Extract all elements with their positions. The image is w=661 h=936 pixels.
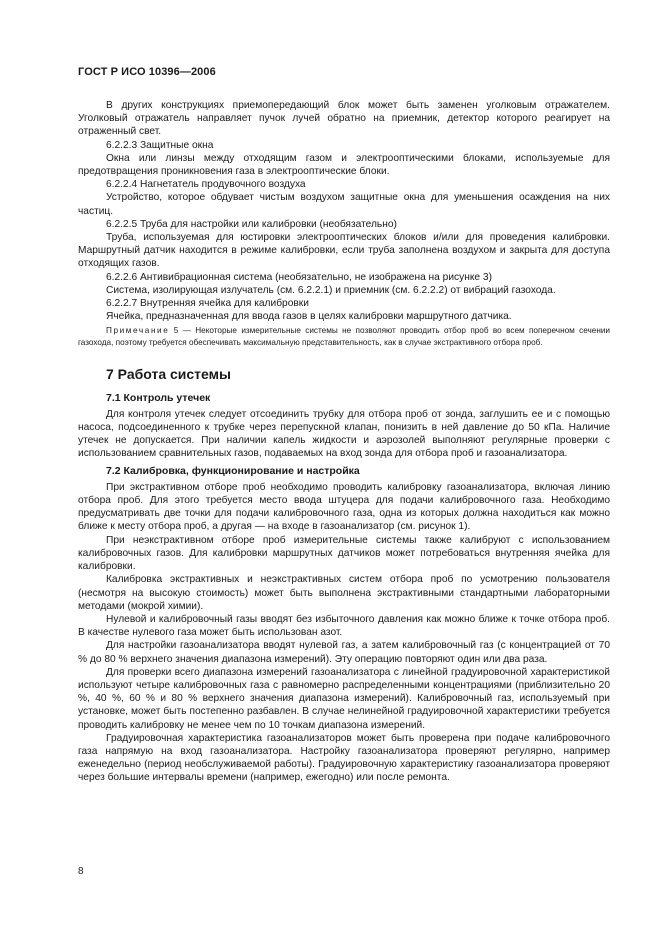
paragraph: Для контроля утечек следует отсоединить трубку для отбора проб от зонда, заглушить ее и с помощью насоса, подсоединенного к трубке через перепускной клапан, понизить в ней давление до 50 кПа. Наличие утечек не допускается. При наличии капель жидкости и аэрозолей выполняют регулярные проверки с использованием сравнительных газов, подаваемых на вход зонда для отбора проб и газоанализатора.	[78, 408, 610, 460]
paragraph: Труба, используемая для юстировки электрооптических блоков и/или для проведения калибровки. Маршрутный датчик находится в режиме калибровки, если труба заполнена воздухом и закрыта для доступа отходящих газов.	[78, 232, 610, 270]
subsection-heading: 7.2 Калибровка, функционирование и настройка	[106, 464, 360, 477]
clause-heading: 6.2.2.5 Труба для настройки или калибровки (необязательно)	[106, 218, 397, 230]
paragraph: Окна или линзы между отходящим газом и электрооптическими блоками, используемые для предотвращения проникновения газа в электрооптические блоки.	[78, 152, 610, 178]
clause-heading: 6.2.2.4 Нагнетатель продувочного воздуха	[106, 179, 306, 191]
clause-heading: 6.2.2.7 Внутренняя ячейка для калибровки	[106, 298, 309, 310]
clause-heading: 6.2.2.3 Защитные окна	[106, 139, 214, 151]
page-number: 8	[78, 866, 84, 877]
paragraph: В других конструкциях приемопередающий блок может быть заменен уголковым отражателем. Уголковый отражатель направляет пучок лучей обратно на приемник, детектор которого реагирует на отраженный свет.	[78, 100, 610, 138]
paragraph: При экстрактивном отборе проб необходимо проводить калибровку газоанализатора, включая линию отбора проб. Для этого требуется место ввода штуцера для подачи калибровочного газа. Необходимо предусматривать две точки для подачи калибровочного газа, одна из которых должна находиться как можно ближе к месту отбора проб, а другая — на входе в газоанализатор (см. рисунок 1).	[78, 481, 610, 533]
subsection-heading: 7.1 Контроль утечек	[106, 391, 211, 404]
document-header: ГОСТ Р ИСО 10396—2006	[78, 66, 216, 78]
paragraph: Градуировочная характеристика газоанализаторов может быть проверена при подаче калибровочного газа напрямую на вход газоанализатора. Настройку газоанализатора проверяют регулярно, например еженедельно (период необслуживаемой работы). Градуировочную характеристику газоанализатора проверяют через большие интервалы времени (например, ежегодно) или после ремонта.	[78, 732, 610, 784]
paragraph: При неэкстрактивном отборе проб измерительные системы также калибруют с использованием калибровочных газов. Для калибровки маршрутных датчиков может потребоваться внутренняя ячейка для калибровки.	[78, 534, 610, 573]
paragraph: Калибровка экстрактивных и неэкстрактивных систем отбора проб по усмотрению пользователя (несмотря на высокую стоимость) может быть выполнена экстрактивными стандартными лабораторными методами (мокрой химии).	[78, 574, 610, 612]
paragraph: Для проверки всего диапазона измерений газоанализатора с линейной градуировочной характеристикой используют четыре калибровочных газа с равномерно распределенными концентрациями (приблизительно 20 %, 40 %, 60 % и 80 % верхнего значения диапазона измерений). Калибровочный газ, используемый при установке, может быть постепенно разбавлен. В случае нелинейной градуировочной характеристики требуется проводить калибровку не менее чем по 10 точкам диапазона измерений.	[78, 666, 610, 731]
clause-heading: 6.2.2.6 Антивибрационная система (необязательно, не изображена на рисунке 3)	[106, 271, 492, 283]
section-heading: 7 Работа системы	[106, 366, 231, 383]
paragraph: Нулевой и калибровочный газы вводят без избыточного давления как можно ближе к точке отбора проб. В качестве нулевого газа может быть использован азот.	[78, 613, 610, 639]
paragraph: Ячейка, предназначенная для ввода газов в целях калибровки маршрутного датчика.	[106, 311, 512, 323]
note-label: Примечание	[106, 326, 170, 336]
paragraph: Устройство, которое обдувает чистым воздухом защитные окна для уменьшения осаждения на них частиц.	[78, 192, 610, 217]
paragraph: Система, изолирующая излучатель (см. 6.2.2.1) и приемник (см. 6.2.2.2) от вибраций газохода.	[106, 284, 556, 296]
document-body	[78, 99, 610, 785]
note-text: 5 — Некоторые измерительные системы не позволяют проводить отбор проб во всем поперечном сечении газохода, поэтому требуется обеспечивать максимальную представительность, как в случае экстрактивного отбора проб.	[78, 326, 610, 347]
note	[78, 325, 610, 348]
paragraph: Для настройки газоанализатора вводят нулевой газ, а затем калибровочный газ (с концентрацией от 70 % до 80 % верхнего значения диапазона измерений). Эту операцию повторяют один или два раза.	[78, 640, 610, 665]
